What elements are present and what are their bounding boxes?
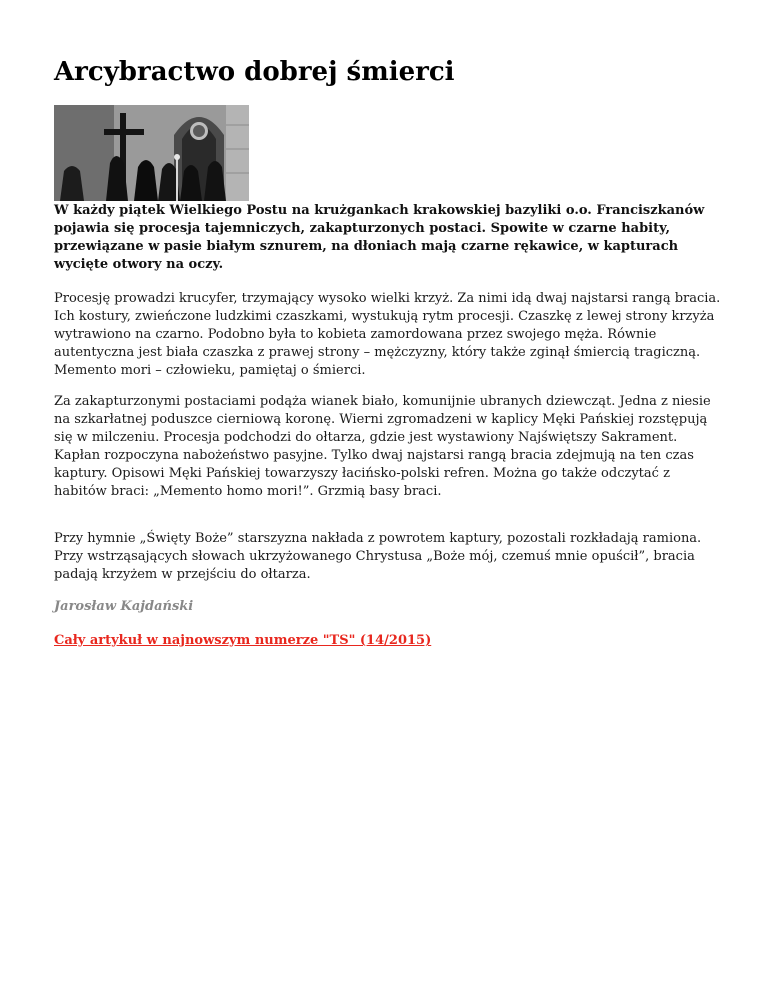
article-title: Arcybractwo dobrej śmierci <box>54 57 455 87</box>
procession-photo <box>54 105 249 201</box>
article-paragraph: Przy hymnie „Święty Boże” starszyzna nakłada z powrotem kaptury, pozostali rozkładają ramiona. Przy wstrząsających słowach ukrzyżowanego Chrystusa „Boże mój, czemuś mnie opuścił”, bracia padają krzyżem w przejściu do ołtarza. <box>54 531 702 582</box>
article-lead: W każdy piątek Wielkiego Postu na krużgankach krakowskiej bazyliki o.o. Franciszkanów pojawia się procesja tajemniczych, zakapturzonych postaci. Spowite w czarne habity, przewiązane w pasie białym sznurem, na dłoniach mają czarne rękawice, w kapturach wycięte otwory na oczy. <box>54 203 705 272</box>
article-paragraph: Procesję prowadzi krucyfer, trzymający wysoko wielki krzyż. Za nimi idą dwaj najstarsi rangą bracia. Ich kostury, zwieńczone ludzkimi czaszkami, wystukują rytm procesji. Czaszkę z lewej strony krzyża wytrawiono na czarno. Podobno była to kobieta zamordowana przez swojego męża. Równie autentyczna jest biała czaszka z prawej strony – mężczyzny, który także zginął śmiercią tragiczną. Memento mori – człowieku, pamiętaj o śmierci. <box>54 291 721 378</box>
article-paragraph: Za zakapturzonymi postaciami podąża wianek biało, komunijnie ubranych dziewcząt. Jedna z niesie na szkarłatnej poduszce cierniową koronę. Wierni zgromadzeni w kaplicy Męki Pańskiej rozstępują się w milczeniu. Procesja podchodzi do ołtarza, gdzie jest wystawiony Najświętszy Sakrament. Kapłan rozpoczyna nabożeństwo pasyjne. Tylko dwaj najstarsi rangą bracia zdejmują na ten czas kaptury. Opisowi Męki Pańskiej towarzyszy łacińsko-polski refren. Można go także odczytać z habitów braci: „Memento homo mori!”. Grzmią basy braci. <box>54 394 711 499</box>
article-author: Jarosław Kajdański <box>54 599 194 614</box>
full-article-link[interactable]: Cały artykuł w najnowszym numerze "TS" (14/2015) <box>54 633 432 648</box>
